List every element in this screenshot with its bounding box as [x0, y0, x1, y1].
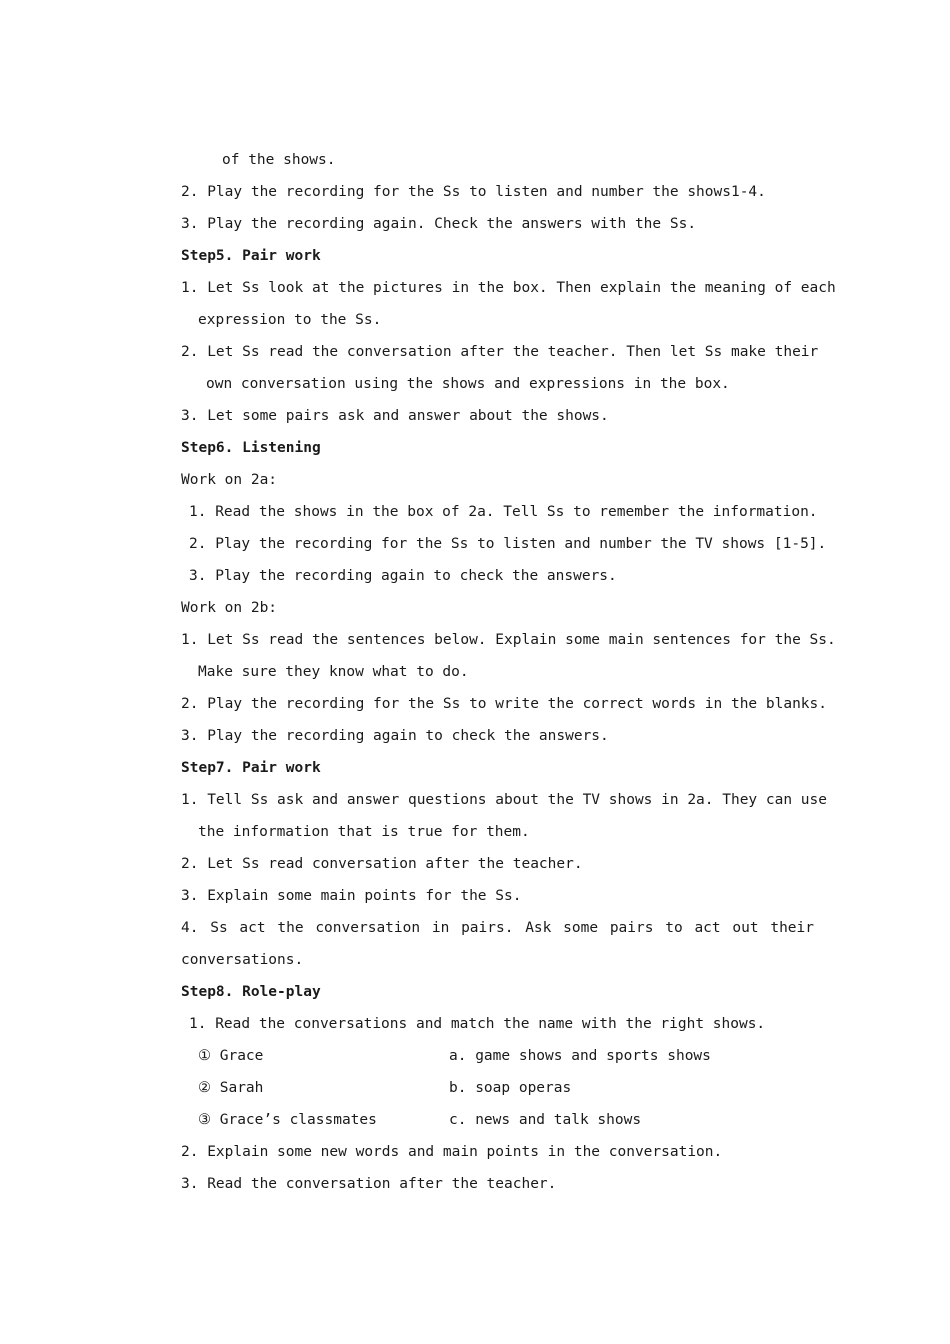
text-line: 1. Read the shows in the box of 2a. Tell Ss to remember the information.	[189, 504, 818, 520]
match-name: ② Sarah	[198, 1080, 264, 1096]
text-line: 3. Let some pairs ask and answer about the shows.	[181, 408, 609, 424]
match-show: a. game shows and sports shows	[449, 1048, 711, 1064]
text-line: Work on 2b:	[181, 600, 278, 616]
text-line: 2. Let Ss read conversation after the teacher.	[181, 856, 583, 872]
text-line: conversations.	[181, 952, 304, 968]
section-heading: Step5. Pair work	[181, 248, 321, 264]
text-line: 2. Explain some new words and main points in the conversation.	[181, 1144, 723, 1160]
text-line: Work on 2a:	[181, 472, 278, 488]
text-line: 1. Tell Ss ask and answer questions about the TV shows in 2a. They can use	[181, 792, 828, 808]
text-line: expression to the Ss.	[198, 312, 382, 328]
text-line: 1. Let Ss look at the pictures in the box. Then explain the meaning of each	[181, 280, 836, 296]
match-name: ① Grace	[198, 1048, 264, 1064]
match-show: c. news and talk shows	[449, 1112, 642, 1128]
text-line: 4. Ss act the conversation in pairs. Ask some pairs to act out their	[181, 920, 814, 936]
section-heading: Step7. Pair work	[181, 760, 321, 776]
text-line: of the shows.	[222, 152, 336, 168]
section-heading: Step6. Listening	[181, 440, 321, 456]
text-line: 3. Explain some main points for the Ss.	[181, 888, 522, 904]
match-show: b. soap operas	[449, 1080, 572, 1096]
text-line: 2. Play the recording for the Ss to write the correct words in the blanks.	[181, 696, 828, 712]
text-line: 1. Let Ss read the sentences below. Explain some main sentences for the Ss.	[181, 632, 836, 648]
text-line: own conversation using the shows and expressions in the box.	[206, 376, 730, 392]
text-line: 3. Play the recording again to check the answers.	[189, 568, 617, 584]
section-heading: Step8. Role-play	[181, 984, 321, 1000]
match-name: ③ Grace’s classmates	[198, 1112, 377, 1128]
text-line: the information that is true for them.	[198, 824, 530, 840]
text-line: 3. Play the recording again. Check the answers with the Ss.	[181, 216, 697, 232]
text-line: 2. Play the recording for the Ss to listen and number the TV shows [1-5].	[189, 536, 827, 552]
text-line: 3. Read the conversation after the teacher.	[181, 1176, 557, 1192]
text-line: 2. Let Ss read the conversation after the teacher. Then let Ss make their	[181, 344, 819, 360]
text-line: 2. Play the recording for the Ss to listen and number the shows1-4.	[181, 184, 766, 200]
text-line: 1. Read the conversations and match the name with the right shows.	[189, 1016, 766, 1032]
text-line: 3. Play the recording again to check the answers.	[181, 728, 609, 744]
text-line: Make sure they know what to do.	[198, 664, 469, 680]
